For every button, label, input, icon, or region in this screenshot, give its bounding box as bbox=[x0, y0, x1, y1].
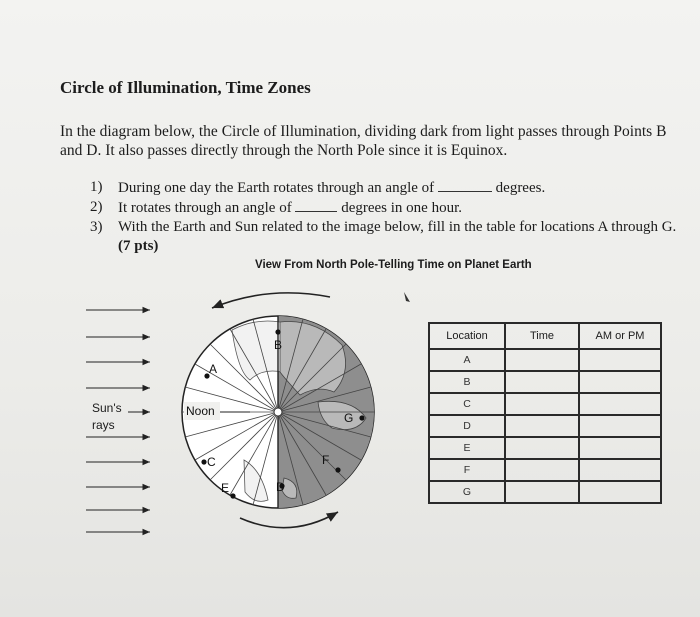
location-g-label: G bbox=[344, 411, 354, 425]
time-cell[interactable] bbox=[505, 393, 579, 415]
location-d-label: D bbox=[276, 480, 285, 494]
location-cell: F bbox=[429, 459, 505, 481]
location-cell: G bbox=[429, 481, 505, 503]
location-b-dot bbox=[275, 329, 280, 334]
question-text: degrees. bbox=[495, 180, 546, 196]
am-pm-cell[interactable] bbox=[579, 393, 661, 415]
location-c-dot bbox=[201, 459, 206, 464]
table-row bbox=[429, 437, 661, 459]
diagram-title: View From North Pole-Telling Time on Planet Earth bbox=[255, 259, 532, 271]
location-cell: B bbox=[429, 371, 505, 393]
location-e-dot bbox=[230, 493, 235, 498]
table-header-row bbox=[429, 323, 661, 349]
column-header-location: Location bbox=[429, 323, 505, 349]
am-pm-cell[interactable] bbox=[579, 415, 661, 437]
time-cell[interactable] bbox=[505, 459, 579, 481]
question-text: With the Earth and Sun related to the image below, fill in the table for locations A through G. bbox=[118, 219, 677, 235]
location-time-table bbox=[428, 322, 662, 504]
location-cell: A bbox=[429, 349, 505, 371]
table-row bbox=[429, 415, 661, 437]
north-pole-marker bbox=[274, 408, 282, 416]
location-e-label: E bbox=[221, 481, 230, 495]
location-g-dot bbox=[359, 415, 364, 420]
rotation-arrow-bottom bbox=[240, 512, 338, 528]
location-cell: E bbox=[429, 437, 505, 459]
rotation-arrow-top bbox=[212, 293, 330, 308]
time-cell[interactable] bbox=[505, 415, 579, 437]
question-text: It rotates through an angle of bbox=[118, 200, 292, 216]
sun-rays-label-line: rays bbox=[92, 418, 115, 432]
location-b-label: B bbox=[274, 338, 283, 352]
am-pm-cell[interactable] bbox=[579, 481, 661, 503]
question-number: 1) bbox=[90, 179, 103, 195]
table-row bbox=[429, 349, 661, 371]
table-row bbox=[429, 481, 661, 503]
intro-paragraph: In the diagram below, the Circle of Illumination, dividing dark from light passes through Points B and D. It also passes directly through the North Pole since it is Equinox. bbox=[60, 123, 667, 159]
time-cell[interactable] bbox=[505, 349, 579, 371]
location-c-label: C bbox=[207, 455, 216, 469]
location-f-label: F bbox=[322, 453, 330, 467]
question-number: 2) bbox=[90, 199, 103, 215]
am-pm-cell[interactable] bbox=[579, 349, 661, 371]
table-row bbox=[429, 459, 661, 481]
points-label: (7 pts) bbox=[118, 238, 159, 254]
location-a-label: A bbox=[209, 362, 218, 376]
table-row bbox=[429, 371, 661, 393]
pointer-cursor-icon bbox=[404, 292, 410, 302]
time-cell[interactable] bbox=[505, 437, 579, 459]
sun-rays-label bbox=[92, 400, 122, 434]
am-pm-cell[interactable] bbox=[579, 459, 661, 481]
location-cell: C bbox=[429, 393, 505, 415]
question-number: 3) bbox=[90, 219, 103, 235]
question-text: During one day the Earth rotates through an angle of bbox=[118, 180, 435, 196]
am-pm-cell[interactable] bbox=[579, 437, 661, 459]
column-header-time: Time bbox=[505, 323, 579, 349]
column-header-am-pm: AM or PM bbox=[579, 323, 661, 349]
noon-label: Noon bbox=[186, 404, 215, 418]
am-pm-cell[interactable] bbox=[579, 371, 661, 393]
time-cell[interactable] bbox=[505, 481, 579, 503]
location-cell: D bbox=[429, 415, 505, 437]
table-row bbox=[429, 393, 661, 415]
location-f-dot bbox=[335, 467, 340, 472]
page-title: Circle of Illumination, Time Zones bbox=[60, 78, 311, 97]
question-text: degrees in one hour. bbox=[341, 200, 463, 216]
sun-rays-label-line: Sun's bbox=[92, 401, 122, 415]
time-cell[interactable] bbox=[505, 371, 579, 393]
